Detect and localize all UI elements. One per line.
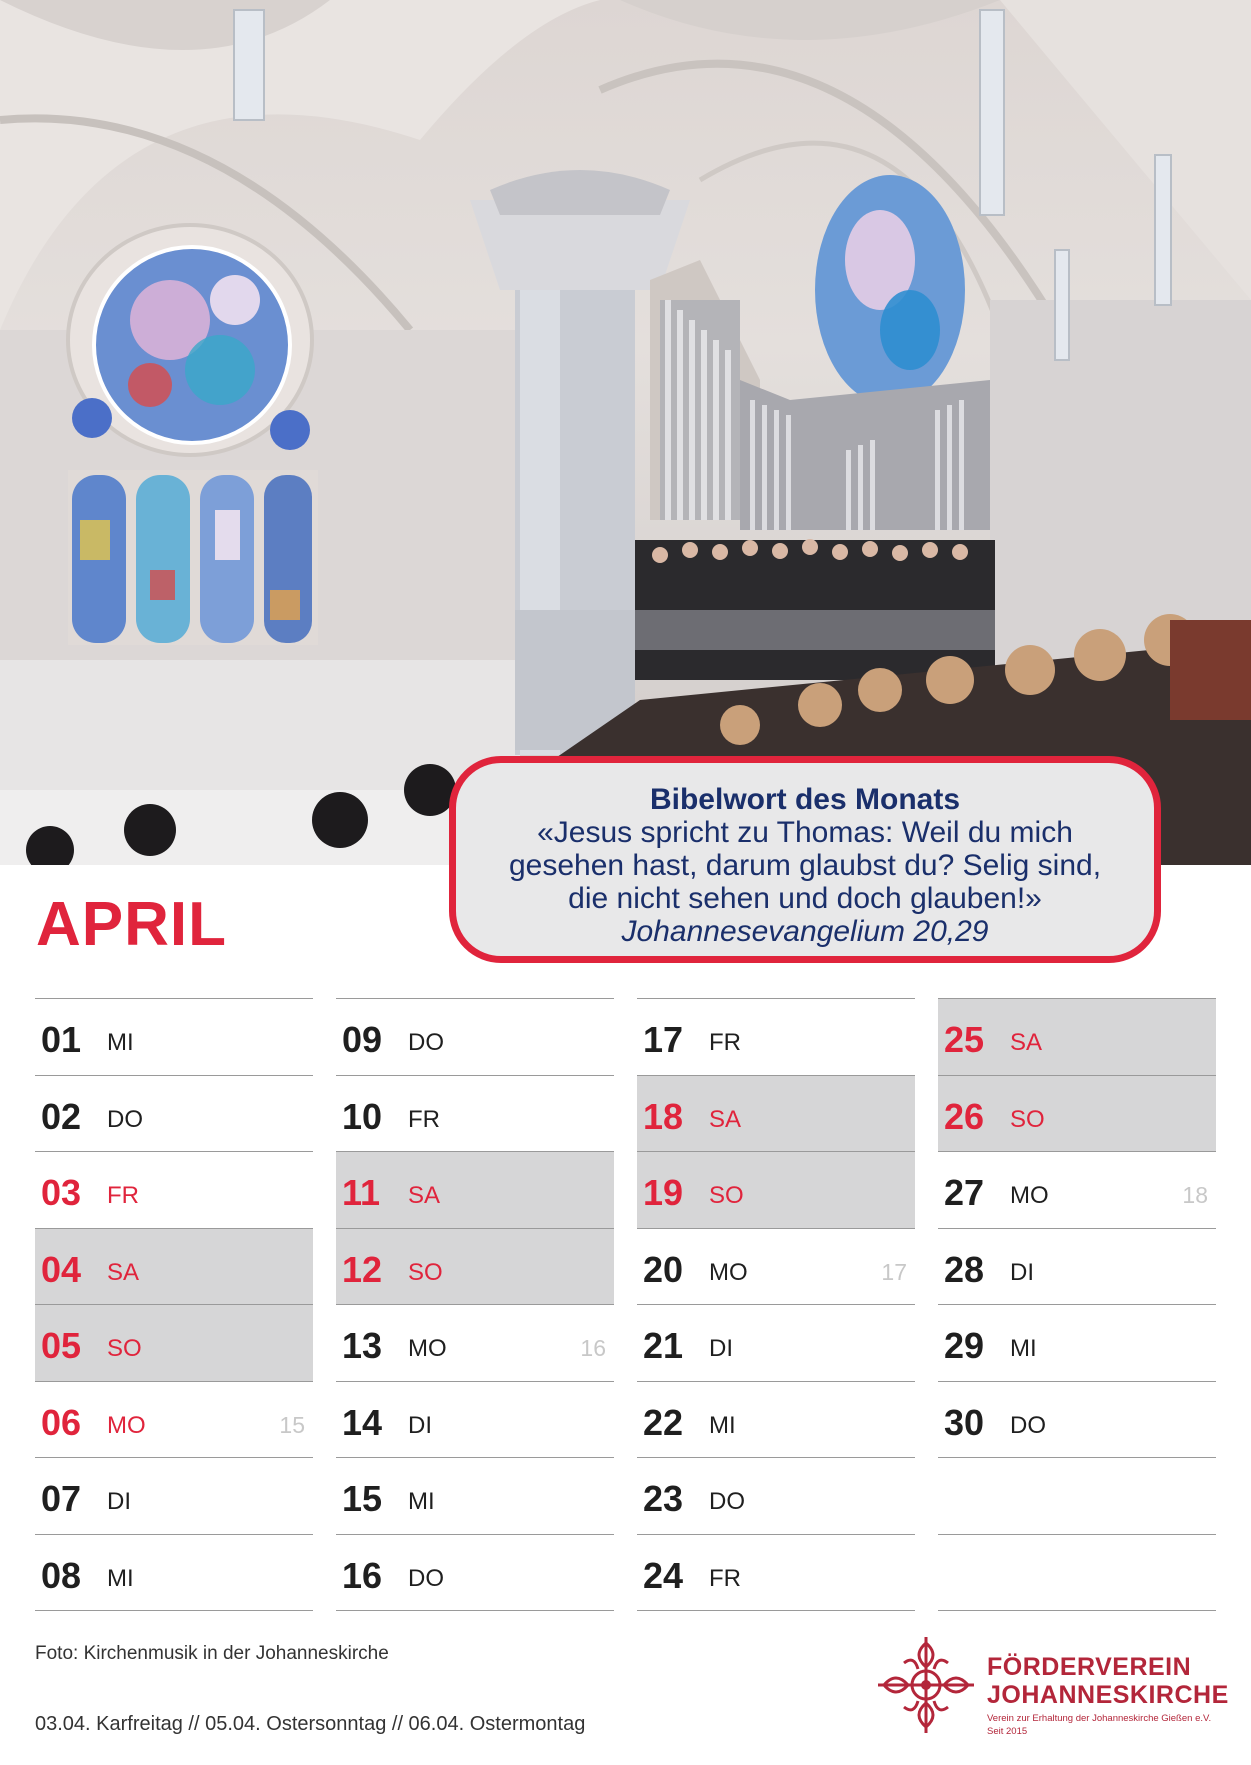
day-of-week: FR [709,1029,741,1056]
day-of-week: MI [1010,1335,1037,1362]
day-of-week: SO [408,1258,443,1286]
calendar-day-row [637,1228,915,1305]
photo-caption: Foto: Kirchenmusik in der Johanneskirche [35,1643,389,1664]
day-number: 06 [41,1401,82,1443]
calendar-day-row [938,1381,1216,1458]
day-number: 01 [41,1019,82,1060]
day-number: 20 [643,1248,684,1290]
calendar-day-row [938,1457,1216,1534]
day-of-week: DI [709,1335,733,1362]
day-of-week: MI [107,1029,134,1056]
calendar-day-row [336,1228,614,1305]
calendar-column [637,998,915,1611]
week-number: 18 [1182,1182,1208,1208]
calendar-day-row [637,1534,915,1612]
calendar-day-row [35,1534,313,1612]
calendar-column [336,998,614,1611]
calendar-day-row [336,1304,614,1381]
calendar-day-row [637,998,915,1075]
calendar-day-row [35,1228,313,1305]
bible-verse-title: Bibelwort des Monats [649,783,961,816]
day-of-week: FR [107,1182,139,1209]
calendar-day-row [35,998,313,1075]
bible-verse-box [449,756,1161,963]
logo-title-line: FÖRDERVEREIN [987,1653,1192,1681]
day-number: 14 [342,1401,383,1443]
calendar-day-row [938,1151,1216,1228]
calendar-day-row [637,1304,915,1381]
day-number: 19 [643,1172,684,1213]
day-number: 18 [643,1095,684,1137]
calendar-day-row [938,998,1216,1075]
day-number: 09 [342,1019,383,1060]
day-of-week: SA [1010,1029,1043,1056]
calendar-day-row [336,1151,614,1228]
day-of-week: MI [408,1488,435,1515]
association-logo [874,1633,1229,1743]
week-number: 16 [580,1335,606,1361]
day-of-week: SO [709,1182,744,1209]
calendar-day-row [35,1075,313,1152]
calendar-day-row [35,1457,313,1534]
week-number: 17 [881,1258,907,1285]
day-number: 22 [643,1401,684,1443]
ornament-cross-icon [874,1633,978,1737]
day-number: 03 [41,1172,82,1213]
calendar-day-row [336,1075,614,1152]
bible-verse-line: die nicht sehen und doch glauben!» [568,882,1042,915]
day-of-week: DI [107,1488,131,1515]
week-number: 15 [279,1411,305,1438]
day-of-week: DO [1010,1411,1046,1439]
calendar-day-row [336,998,614,1075]
calendar-day-row [336,1534,614,1612]
day-of-week: MO [1010,1182,1049,1209]
day-number: 30 [944,1401,985,1443]
day-of-week: SO [107,1335,142,1362]
day-number: 21 [643,1325,684,1366]
bible-verse-line: gesehen hast, darum glaubst du? Selig sind, [508,849,1102,882]
day-number: 07 [41,1478,82,1519]
day-number: 08 [41,1554,82,1596]
day-number: 27 [944,1172,985,1213]
calendar-day-row [938,1304,1216,1381]
bible-verse-source: Johannesevangelium 20,29 [621,915,989,948]
calendar-column [35,998,313,1611]
calendar-day-row [35,1381,313,1458]
day-of-week: SA [107,1258,140,1286]
day-number: 24 [643,1554,684,1596]
day-number: 13 [342,1325,383,1366]
day-of-week: MO [709,1258,748,1286]
calendar-day-row [938,1228,1216,1305]
day-of-week: MI [709,1411,736,1439]
month-title: APRIL [36,890,227,959]
day-of-week: DI [408,1411,432,1439]
calendar-day-row [637,1381,915,1458]
logo-since: Seit 2015 [987,1726,1028,1737]
church-interior-photo [0,0,1251,865]
day-number: 15 [342,1478,383,1519]
day-number: 29 [944,1325,985,1366]
day-of-week: MO [107,1411,146,1439]
holidays-note: 03.04. Karfreitag // 05.04. Ostersonntag // 06.04. Ostermontag [35,1713,586,1735]
logo-title-line: JOHANNESKIRCHE [987,1681,1229,1709]
day-number: 26 [944,1095,985,1137]
day-of-week: DO [408,1029,444,1056]
day-number: 16 [342,1554,383,1596]
calendar-day-row [938,1534,1216,1612]
logo-subtitle: Verein zur Erhaltung der Johanneskirche Gießen e.V. [987,1713,1212,1724]
day-of-week: DO [107,1105,143,1133]
calendar-day-row [35,1151,313,1228]
day-of-week: SA [408,1182,441,1209]
day-of-week: FR [709,1564,741,1592]
calendar-day-row [938,1075,1216,1152]
day-of-week: MI [107,1564,134,1592]
calendar-day-row [637,1075,915,1152]
day-of-week: SA [709,1105,742,1133]
day-of-week: SO [1010,1105,1045,1133]
day-number: 12 [342,1248,383,1290]
day-of-week: FR [408,1105,440,1133]
day-number: 04 [41,1248,82,1290]
day-number: 11 [342,1172,381,1213]
day-of-week: MO [408,1335,447,1362]
day-number: 25 [944,1019,985,1060]
calendar-day-row [336,1457,614,1534]
day-number: 02 [41,1095,82,1137]
day-of-week: DO [408,1564,444,1592]
day-number: 05 [41,1325,82,1366]
calendar-day-row [336,1381,614,1458]
day-number: 17 [643,1019,684,1060]
day-number: 23 [643,1478,684,1519]
day-number: 28 [944,1248,985,1290]
calendar-day-row [637,1151,915,1228]
bible-verse-line: «Jesus spricht zu Thomas: Weil du mich [537,816,1073,849]
day-of-week: DO [709,1488,745,1515]
day-of-week: DI [1010,1258,1034,1286]
day-number: 10 [342,1095,383,1137]
calendar-column [938,998,1216,1611]
calendar-day-row [637,1457,915,1534]
calendar-day-row [35,1304,313,1381]
